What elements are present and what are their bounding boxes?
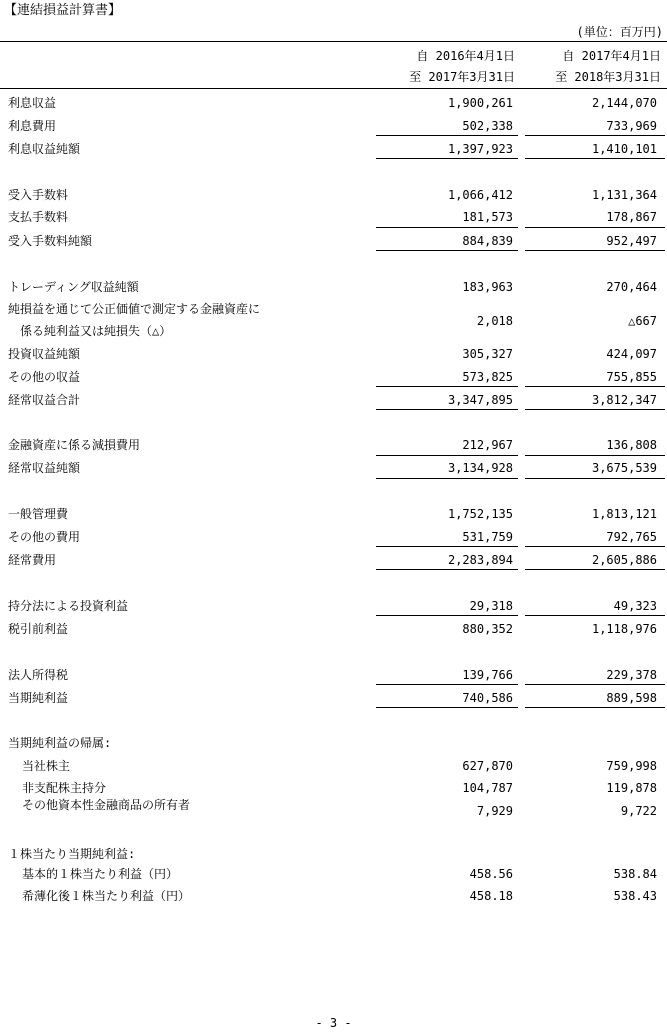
unit-label: (単位：百万円) [576,25,663,39]
row-label-continued: 係る純利益又は純損失（△） [20,324,172,338]
row-label: 金融資産に係る減損費用 [8,438,141,452]
row-value-current: 1,410,101 [591,142,657,156]
subtotal-rule [525,135,665,136]
row-label: 投資収益純額 [8,347,81,361]
row-value-current: 759,998 [606,759,657,773]
row-label: 受入手数料純額 [8,234,93,248]
total-rule [525,250,665,251]
row-label: 税引前利益 [8,622,69,636]
col2-to: 至 2018年3月31日 [555,70,661,84]
subtotal-rule [376,135,518,136]
row-value-current: 2,144,070 [591,96,657,110]
row-value-current: 3,812,347 [591,393,657,407]
statement-title: 【連結損益計算書】 [4,3,122,18]
row-label: 利息費用 [8,119,57,133]
total-rule [376,569,518,570]
row-label: 受入手数料 [8,188,69,202]
row-value-prior: 1,752,135 [447,507,513,521]
subtotal-rule [376,684,518,685]
subtotal-rule [525,455,665,456]
row-value-prior: 740,586 [462,691,513,705]
row-label: 経常収益純額 [8,461,81,475]
subtotal-rule [376,546,518,547]
row-value-prior: 7,929 [476,804,513,818]
row-label: その他の収益 [8,370,81,384]
total-rule [376,478,518,479]
row-value-prior: 880,352 [462,622,513,636]
row-value-current: 538.43 [613,889,657,903]
row-label: トレーディング収益純額 [8,280,139,294]
total-rule [376,707,518,708]
row-label: その他資本性金融商品の所有者 [22,798,191,812]
col2-from: 自 2017年4月1日 [562,49,661,63]
row-value-current: 755,855 [606,370,657,384]
subtotal-rule [525,684,665,685]
row-value-current: 119,878 [606,781,657,795]
subtotal-rule [376,386,518,387]
row-value-prior: 181,573 [462,210,513,224]
row-value-prior: 458.18 [469,889,513,903]
row-value-prior: 573,825 [462,370,513,384]
row-label: 利息収益純額 [8,142,81,156]
row-label: 当期純利益 [8,691,69,705]
subtotal-rule [525,615,665,616]
row-label: 一般管理費 [8,507,69,521]
row-value-prior: 2,283,894 [447,553,513,567]
row-label: 経常収益合計 [8,393,81,407]
row-value-prior: 305,327 [462,347,513,361]
page-number: - 3 - [315,1016,352,1030]
row-value-current: 49,323 [613,599,657,613]
total-rule [525,707,665,708]
row-label: 利息収益 [8,96,57,110]
row-value-current: 733,969 [606,119,657,133]
row-label: 経常費用 [8,553,57,567]
row-value-current: 1,131,364 [591,188,657,202]
subtotal-rule [525,546,665,547]
row-value-prior: 502,338 [462,119,513,133]
row-value-current: 538.84 [613,867,657,881]
row-label: 非支配株主持分 [22,781,107,795]
row-value-current: 1,118,976 [591,622,657,636]
subtotal-rule [376,615,518,616]
subtotal-rule [376,455,518,456]
header-top-rule [0,41,667,42]
row-value-current: 229,378 [606,668,657,682]
row-value-prior: 1,066,412 [447,188,513,202]
total-rule [376,250,518,251]
row-value-prior: 2,018 [476,314,513,328]
row-label: 当社株主 [22,759,71,773]
header-bottom-rule [0,88,667,89]
row-value-current: 178,867 [606,210,657,224]
row-value-current: 792,765 [606,530,657,544]
row-value-prior: 3,134,928 [447,461,513,475]
col1-to: 至 2017年3月31日 [409,70,515,84]
section-heading: １株当たり当期純利益: [8,847,136,861]
row-value-current: 2,605,886 [591,553,657,567]
row-label: 純損益を通じて公正価値で測定する金融資産に [8,302,261,316]
row-value-current: 9,722 [620,804,657,818]
row-value-prior: 29,318 [469,599,513,613]
total-rule [376,158,518,159]
row-value-prior: 212,967 [462,438,513,452]
total-rule [525,569,665,570]
row-label: 法人所得税 [8,668,69,682]
row-value-current: 889,598 [606,691,657,705]
subtotal-rule [376,227,518,228]
row-value-current: 270,464 [606,280,657,294]
row-value-prior: 531,759 [462,530,513,544]
subtotal-rule [525,386,665,387]
row-value-prior: 104,787 [462,781,513,795]
row-value-prior: 884,839 [462,234,513,248]
row-value-current: △667 [628,314,657,328]
row-label: 基本的１株当たり利益（円） [22,867,179,881]
row-label: 希薄化後１株当たり利益（円） [22,889,191,903]
row-value-current: 3,675,539 [591,461,657,475]
row-label: 持分法による投資利益 [8,599,129,613]
row-value-prior: 139,766 [462,668,513,682]
row-label: 支払手数料 [8,210,69,224]
col1-from: 自 2016年4月1日 [416,49,515,63]
section-heading: 当期純利益の帰属: [8,736,112,750]
row-value-current: 136,808 [606,438,657,452]
row-value-prior: 1,397,923 [447,142,513,156]
row-value-prior: 627,870 [462,759,513,773]
row-label: その他の費用 [8,530,81,544]
total-rule [525,409,665,410]
row-value-prior: 183,963 [462,280,513,294]
total-rule [525,158,665,159]
subtotal-rule [525,227,665,228]
total-rule [525,478,665,479]
row-value-prior: 458.56 [469,867,513,881]
row-value-current: 1,813,121 [591,507,657,521]
row-value-prior: 1,900,261 [447,96,513,110]
total-rule [376,409,518,410]
row-value-current: 952,497 [606,234,657,248]
row-value-prior: 3,347,895 [447,393,513,407]
row-value-current: 424,097 [606,347,657,361]
